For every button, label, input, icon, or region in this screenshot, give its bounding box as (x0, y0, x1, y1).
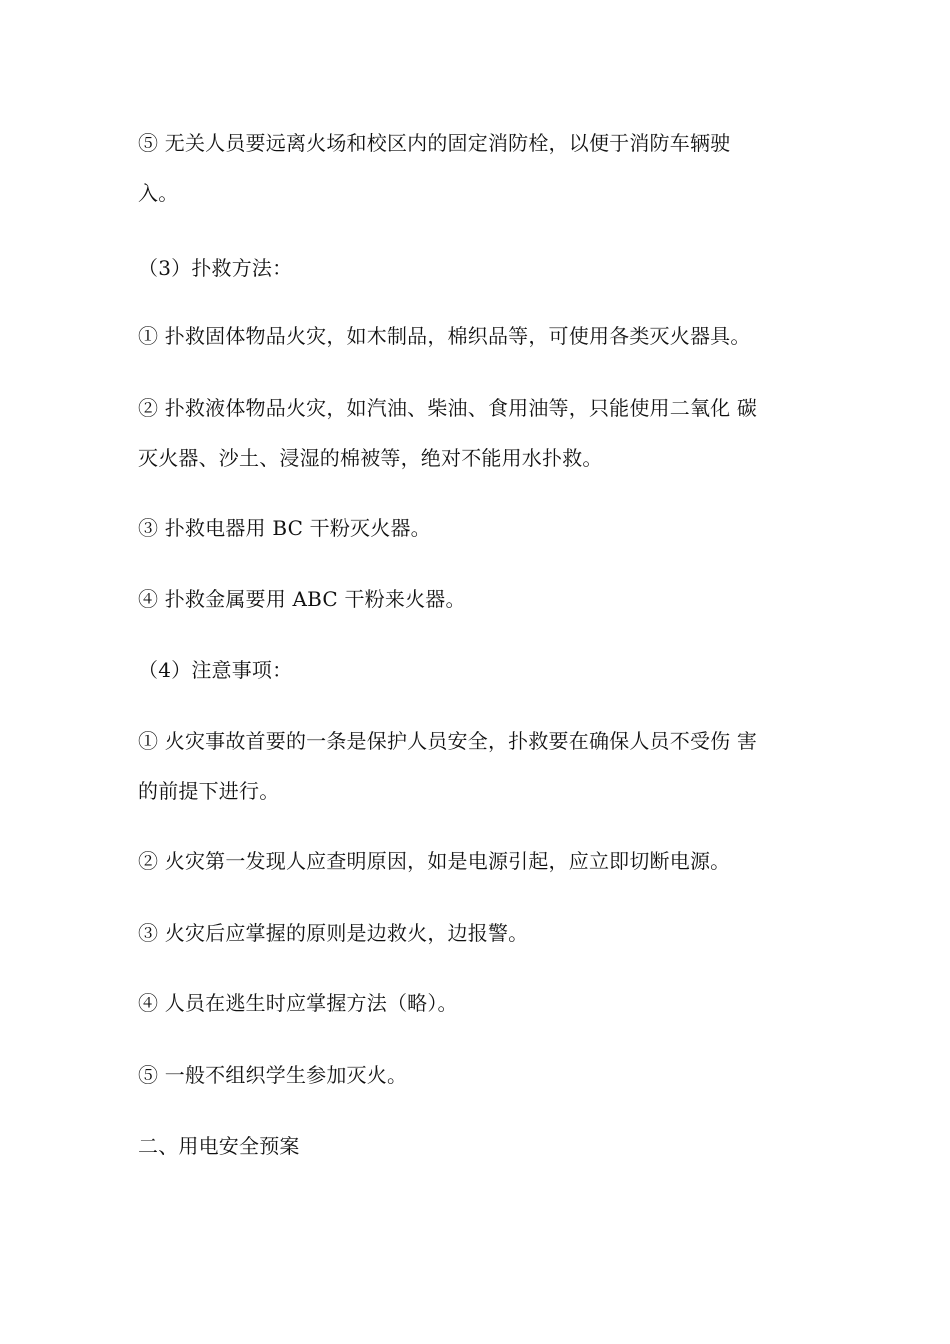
note-4-escape-method: ④ 人员在逃生时应掌握方法（略）。 (138, 991, 458, 1015)
method-4-metal-fire: ④ 扑救金属要用 ABC 干粉来火器。 (138, 587, 466, 611)
method-2-liquid-fire-line-2: 灭火器、沙土、浸湿的棉被等，绝对不能用水扑救。 (138, 446, 603, 470)
item-5-evacuate-hydrant-line-1: ⑤ 无关人员要远离火场和校区内的固定消防栓，以便于消防车辆驶 (138, 131, 731, 155)
section-4-heading: （4）注意事项： (138, 658, 293, 682)
method-3-electrical-fire: ③ 扑救电器用 BC 干粉灭火器。 (138, 516, 431, 540)
note-1-personnel-safety-line-2: 的前提下进行。 (138, 779, 280, 803)
method-1-solid-fire: ① 扑救固体物品火灾，如木制品，棉织品等，可使用各类灭火器具。 (138, 324, 751, 348)
note-5-no-students: ⑤ 一般不组织学生参加灭火。 (138, 1063, 408, 1087)
method-2-liquid-fire-line-1: ② 扑救液体物品火灾，如汽油、柴油、食用油等，只能使用二氧化 碳 (138, 396, 758, 420)
item-5-evacuate-hydrant-line-2: 入。 (138, 181, 179, 205)
note-3-fight-and-alarm: ③ 火灾后应掌握的原则是边救火，边报警。 (138, 921, 529, 945)
note-1-personnel-safety-line-1: ① 火灾事故首要的一条是保护人员安全，扑救要在确保人员不受伤 害 (138, 729, 758, 753)
section-3-heading: （3）扑救方法： (138, 256, 293, 280)
section-electrical-safety-heading: 二、用电安全预案 (138, 1134, 300, 1158)
note-2-cut-power: ② 火灾第一发现人应查明原因，如是电源引起，应立即切断电源。 (138, 849, 731, 873)
